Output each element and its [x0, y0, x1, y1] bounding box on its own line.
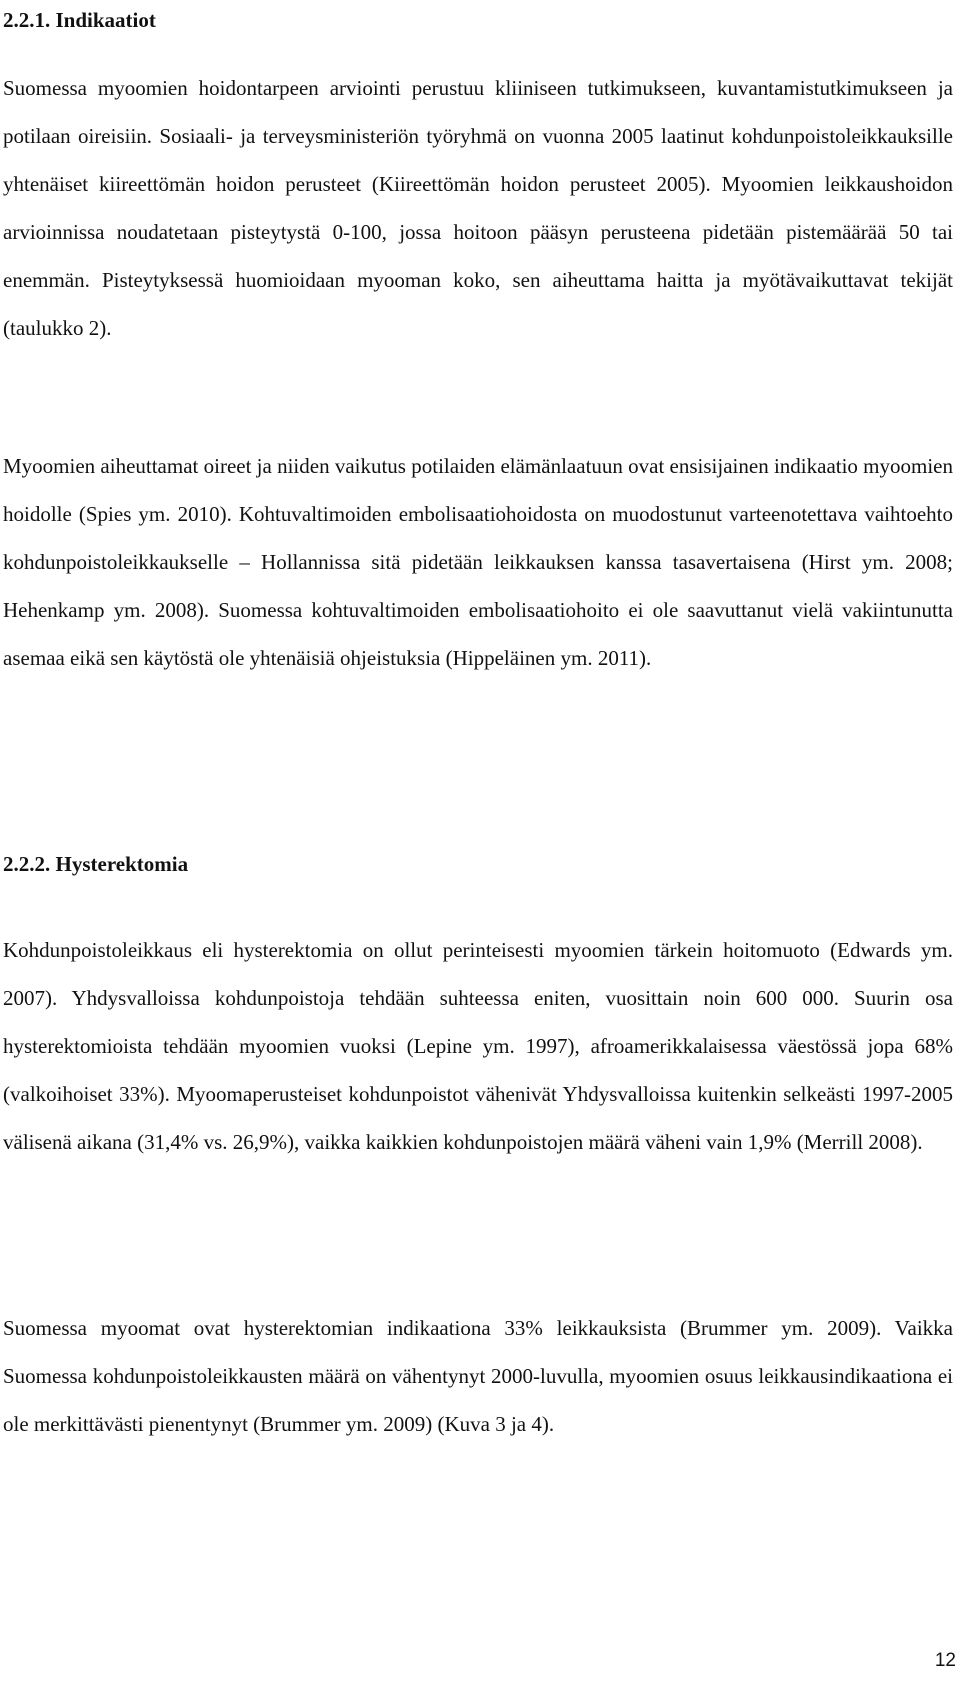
paragraph-hysterektomia-1: Kohdunpoistoleikkaus eli hysterektomia on ollut perinteisesti myoomien tärkein hoitomuoto (Edwards ym. 2007). Yhdysvalloissa kohdunpoistoja tehdään suhteessa eniten, vuosittain noin 600 000. Suurin osa hysterektomioista tehdään myoomien vuoksi (Lepine ym. 1997), afroamerikkalaisessa väestössä jopa 68% (valkoihoiset 33%). Myoomaperusteiset kohdunpoistot vähenivät Yhdysvalloissa kuitenkin selkeästi 1997-2005 välisenä aikana (31,4% vs. 26,9%), vaikka kaikkien kohdunpoistojen määrä väheni vain 1,9% (Merrill 2008). — [3, 938, 953, 1154]
section-heading-hysterektomia: 2.2.2. Hysterektomia — [3, 852, 189, 876]
section-heading-indikaatiot: 2.2.1. Indikaatiot — [3, 8, 156, 32]
page-number: 12 — [934, 1650, 956, 1671]
paragraph-indikaatiot-2: Myoomien aiheuttamat oireet ja niiden vaikutus potilaiden elämänlaatuun ovat ensisijainen indikaatio myoomien hoidolle (Spies ym. 2010). Kohtuvaltimoiden embolisaatiohoidosta on muodostunut varteenotettava vaihtoehto kohdunpoistoleikkaukselle – Hollannissa sitä pidetään leikkauksen kanssa tasavertaisena (Hirst ym. 2008; Hehenkamp ym. 2008). Suomessa kohtuvaltimoiden embolisaatiohoito ei ole saavuttanut vielä vakiintunutta asemaa eikä sen käytöstä ole yhtenäisiä ohjeistuksia (Hippeläinen ym. 2011). — [3, 454, 954, 670]
paragraph-hysterektomia-2: Suomessa myoomat ovat hysterektomian indikaationa 33% leikkauksista (Brummer ym. 2009). Vaikka Suomessa kohdunpoistoleikkausten määrä on vähentynyt 2000-luvulla, myoomien osuus leikkausindikaationa ei ole merkittävästi pienentynyt (Brummer ym. 2009) (Kuva 3 ja 4). — [3, 1316, 953, 1436]
paragraph-indikaatiot-1: Suomessa myoomien hoidontarpeen arviointi perustuu kliiniseen tutkimukseen, kuvantamistutkimukseen ja potilaan oireisiin. Sosiaali- ja terveysministeriön työryhmä on vuonna 2005 laatinut kohdunpoistoleikkauksille yhtenäiset kiireettömän hoidon perusteet (Kiireettömän hoidon perusteet 2005). Myoomien leikkaushoidon arvioinnissa noudatetaan pisteytystä 0-100, jossa hoitoon pääsyn perusteena pidetään pistemäärää 50 tai enemmän. Pisteytyksessä huomioidaan myooman koko, sen aiheuttama haitta ja myötävaikuttavat tekijät (taulukko 2). — [3, 76, 953, 340]
